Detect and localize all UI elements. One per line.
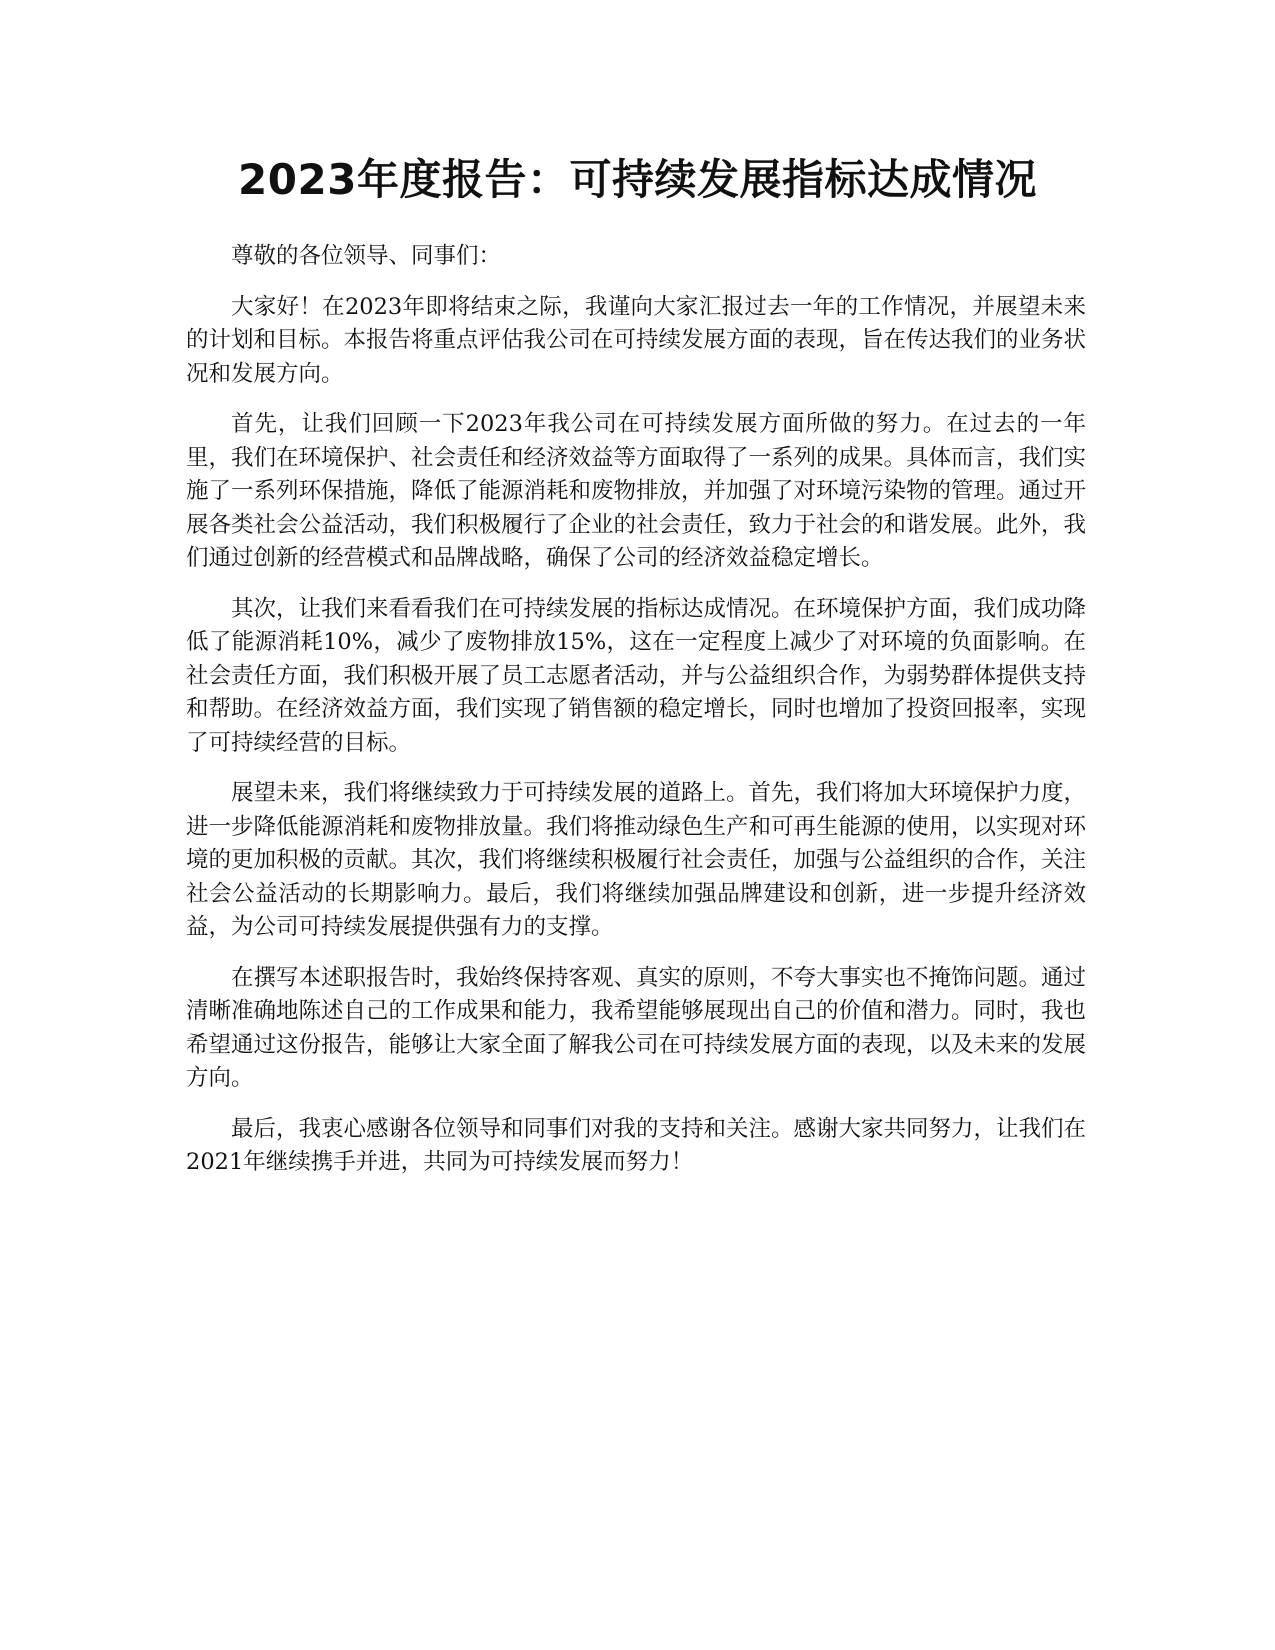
paragraph-review: 首先，让我们回顾一下2023年我公司在可持续发展方面所做的努力。在过去的一年里，我们在环境保护、社会责任和经济效益等方面取得了一系列的成果。具体而言，我们实施了一系列环保措施，降低了能源消耗和废物排放，并加强了对环境污染物的管理。通过开展各类社会公益活动，我们积极履行了企业的社会责任，致力于社会的和谐发展。此外，我们通过创新的经营模式和品牌战略，确保了公司的经济效益稳定增长。 [186, 411, 1087, 571]
salutation: 尊敬的各位领导、同事们： [231, 243, 502, 269]
paragraph-intro: 大家好！在2023年即将结束之际，我谨向大家汇报过去一年的工作情况，并展望未来的计划和目标。本报告将重点评估我公司在可持续发展方面的表现，旨在传达我们的业务状况和发展方向。 [186, 293, 1087, 387]
document-title: 2023年度报告：可持续发展指标达成情况 [238, 155, 1037, 204]
paragraph-outlook: 展望未来，我们将继续致力于可持续发展的道路上。首先，我们将加大环境保护力度，进一步降低能源消耗和废物排放量。我们将推动绿色生产和可再生能源的使用，以实现对环境的更加积极的贡献。其次，我们将继续积极履行社会责任，加强与公益组织的合作，关注社会公益活动的长期影响力。最后，我们将继续加强品牌建设和创新，进一步提升经济效益，为公司可持续发展提供强有力的支撑。 [186, 780, 1087, 940]
paragraph-principles: 在撰写本述职报告时，我始终保持客观、真实的原则，不夸大事实也不掩饰问题。通过清晰准确地陈述自己的工作成果和能力，我希望能够展现出自己的价值和潜力。同时，我也希望通过这份报告，能够让大家全面了解我公司在可持续发展方面的表现，以及未来的发展方向。 [186, 964, 1087, 1091]
document-body [186, 240, 1086, 1197]
paragraph-indicators: 其次，让我们来看看我们在可持续发展的指标达成情况。在环境保护方面，我们成功降低了能源消耗10%，减少了废物排放15%，这在一定程度上减少了对环境的负面影响。在社会责任方面，我们积极开展了员工志愿者活动，并与公益组织合作，为弱势群体提供支持和帮助。在经济效益方面，我们实现了销售额的稳定增长，同时也增加了投资回报率，实现了可持续经营的目标。 [186, 595, 1087, 756]
paragraph-closing: 最后，我衷心感谢各位领导和同事们对我的支持和关注。感谢大家共同努力，让我们在2021年继续携手并进，共同为可持续发展而努力！ [186, 1115, 1087, 1175]
